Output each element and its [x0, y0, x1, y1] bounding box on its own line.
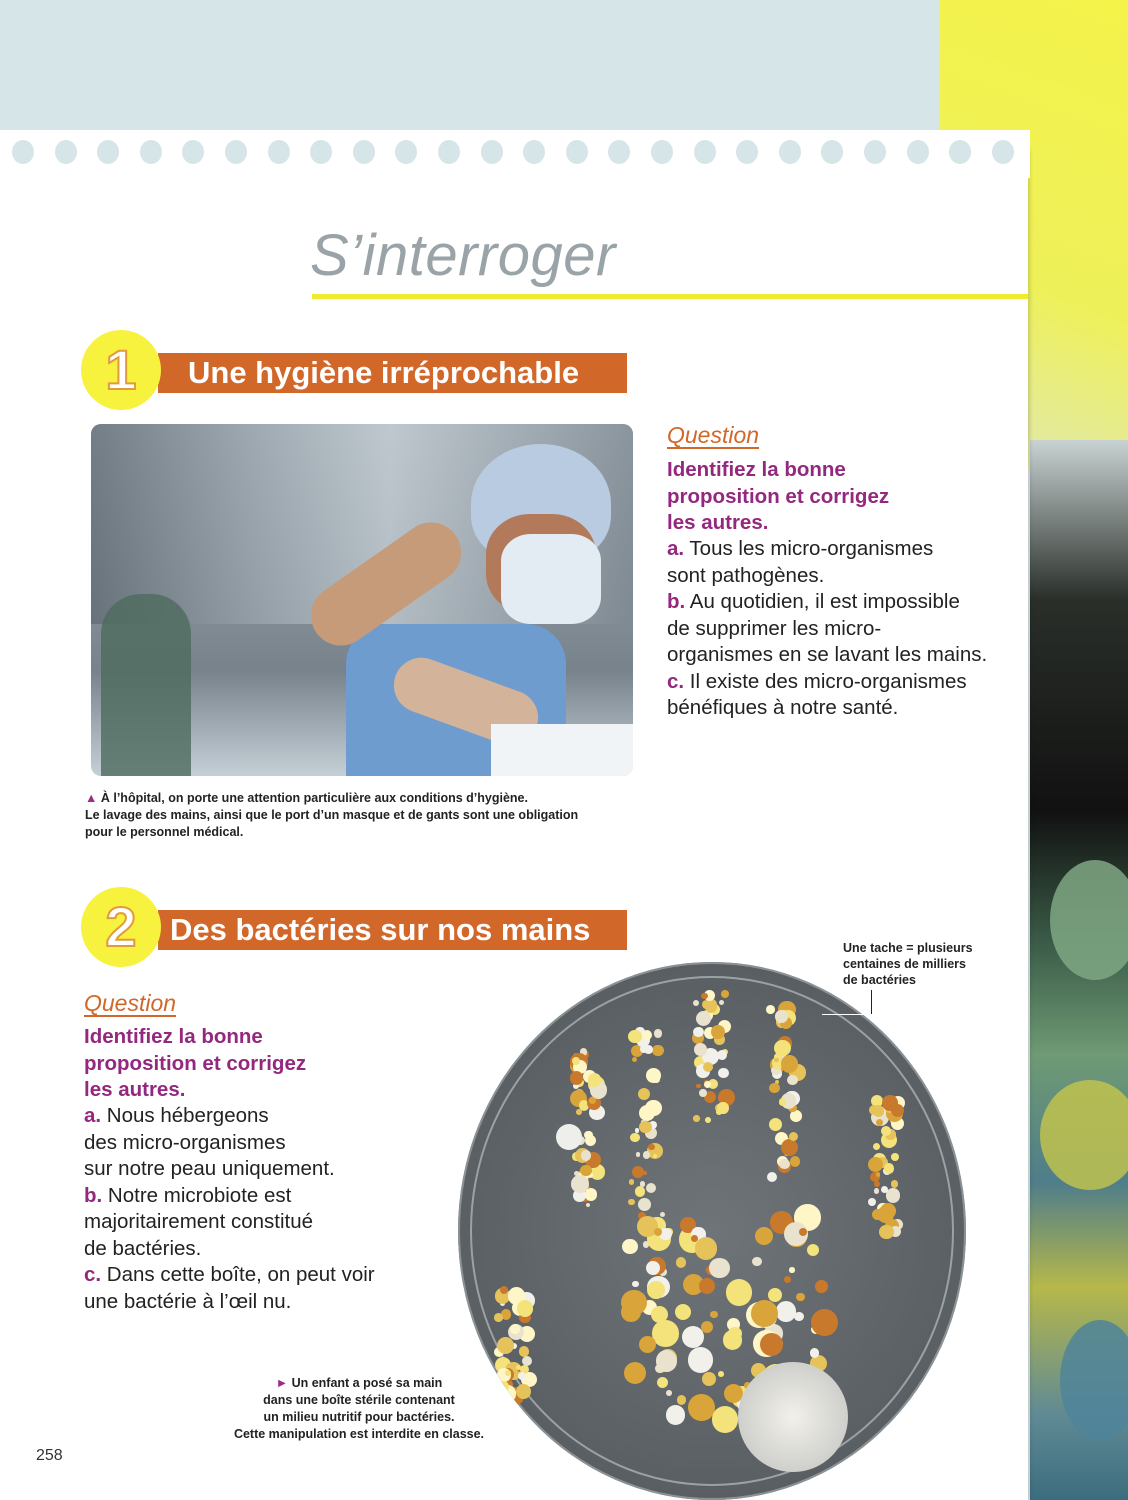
spiral-hole — [694, 140, 716, 164]
bacteria-colony — [718, 1068, 728, 1078]
bacteria-colony — [639, 1121, 652, 1134]
bacteria-colony — [891, 1153, 899, 1161]
bacteria-colony — [784, 1276, 791, 1283]
bacteria-colony — [696, 1084, 700, 1088]
bacteria-colony — [588, 1073, 601, 1086]
bacteria-colony — [494, 1313, 503, 1322]
bacteria-colony — [694, 1043, 707, 1056]
bacteria-colony — [717, 1102, 729, 1114]
bacteria-colony — [876, 1172, 880, 1176]
bacteria-colony — [655, 1364, 664, 1373]
bacteria-colony — [874, 1188, 880, 1194]
bacteria-colony — [789, 1267, 795, 1273]
spiral-holes — [0, 118, 1030, 178]
title-underline — [312, 294, 1028, 299]
bacteria-colony — [571, 1175, 589, 1193]
section2-question-label: Question — [84, 990, 177, 1016]
bacteria-colony — [693, 1115, 699, 1121]
bacteria-colony — [704, 1081, 711, 1088]
bacteria-colony — [810, 1348, 819, 1357]
bacteria-colony — [695, 1237, 718, 1260]
bacteria-colony — [589, 1097, 596, 1104]
bacteria-colony — [654, 1228, 662, 1236]
bacteria-colony — [721, 990, 729, 998]
single-bacteria-colony — [556, 1124, 582, 1150]
bacteria-colony — [699, 1089, 707, 1097]
list-item: c. Il existe des micro-organismes — [667, 669, 967, 693]
section2-number-badge — [81, 887, 161, 967]
bacteria-colony — [781, 1139, 798, 1156]
bacteria-colony — [682, 1326, 704, 1348]
bacteria-colony — [717, 1050, 727, 1060]
bacteria-colony — [781, 1055, 798, 1072]
bacteria-colony — [769, 1083, 779, 1093]
spiral-hole — [140, 140, 162, 164]
bacteria-colony — [775, 1010, 788, 1023]
spiral-hole — [481, 140, 503, 164]
bacteria-colony — [705, 1117, 711, 1123]
section2-question-items: a. Nous hébergeons des micro-organismes sur notre peau uniquement. b. Notre microbiote est majoritairement constitué de bactéries. c. Dans cette boîte, on peut voir une bactérie à l’œil nu. — [84, 1104, 375, 1313]
bacteria-colony — [876, 1119, 883, 1126]
bacteria-colony — [640, 1181, 645, 1186]
bacteria-colony — [653, 1154, 657, 1158]
bacteria-colony — [632, 1057, 637, 1062]
section1-question-items: a. Tous les micro-organismes sont pathogènes. b. Au quotidien, il est impossible de supprimer les micro- organismes en se lavant les mains. c. Il existe des micro-organismes bénéfiques à notre santé. — [667, 537, 988, 719]
section2-number: 2 — [105, 895, 137, 958]
section1-number-badge — [81, 330, 161, 410]
bacteria-colony — [640, 1045, 648, 1053]
list-item: b. Au quotidien, il est impossible — [667, 590, 960, 613]
spiral-hole — [864, 140, 886, 164]
bacteria-colony — [703, 1062, 713, 1072]
bacteria-colony — [776, 1301, 796, 1321]
caption-marker-icon: ▲ — [85, 791, 98, 805]
petri-dish-annotation: Une tache = plusieurs centaines de milliers de bactéries — [843, 941, 973, 987]
photo1-caption: ▲ À l’hôpital, on porte une attention particulière aux conditions d’hygiène. Le lavage des mains, ainsi que le port d’un masque et de gants sont une obligation pour le personnel médical. — [85, 791, 579, 839]
bacteria-colony — [646, 1261, 660, 1275]
section1-heading: Une hygiène irréprochable — [188, 355, 580, 390]
bacteria-colony — [701, 993, 708, 1000]
list-item: a. Tous les micro-organismes — [667, 537, 934, 560]
list-item: a. Nous hébergeons — [84, 1104, 269, 1127]
bacteria-colony — [636, 1152, 640, 1156]
bacteria-colony — [688, 1394, 715, 1421]
bacteria-colony — [696, 1011, 711, 1026]
bacteria-colony — [879, 1225, 893, 1239]
spiral-hole — [268, 140, 290, 164]
bacteria-colony — [882, 1095, 898, 1111]
spiral-hole — [651, 140, 673, 164]
bacteria-colony — [639, 1105, 655, 1121]
section1-question-intro: Identifiez la bonne proposition et corrigez les autres. — [667, 458, 890, 534]
bacteria-colony — [868, 1157, 883, 1172]
bacteria-colony — [639, 1336, 656, 1353]
page-title: S’interroger — [310, 223, 616, 288]
bacteria-colony — [718, 1371, 724, 1377]
list-item: c. Dans cette boîte, on peut voir — [84, 1263, 375, 1286]
background-microscope-image — [1030, 440, 1128, 1500]
bacteria-colony — [790, 1156, 800, 1166]
page-number: 258 — [36, 1447, 63, 1464]
spiral-hole — [779, 140, 801, 164]
section2-heading-bar — [158, 910, 627, 950]
bacteria-colony — [881, 1126, 891, 1136]
annotation-pointer-line — [822, 1014, 872, 1015]
bacteria-colony — [677, 1395, 686, 1404]
bacteria-colony — [517, 1300, 534, 1317]
bacteria-colony — [676, 1257, 687, 1268]
bacteria-colony — [766, 1005, 775, 1014]
bacteria-colony — [628, 1199, 634, 1205]
bacteria-colony — [632, 1281, 638, 1287]
spiral-hole — [566, 140, 588, 164]
bacteria-colony — [584, 1131, 593, 1140]
bacteria-colony — [654, 1029, 662, 1037]
spiral-hole — [225, 140, 247, 164]
bacteria-colony — [666, 1405, 685, 1424]
bacteria-colony — [796, 1293, 804, 1301]
section2-question-intro: Identifiez la bonne proposition et corrigez les autres. — [84, 1025, 307, 1101]
bacteria-colony — [621, 1290, 647, 1316]
spiral-hole — [12, 140, 34, 164]
bacteria-colony — [510, 1324, 520, 1334]
bacteria-colony — [647, 1281, 665, 1299]
list-item: b. Notre microbiote est — [84, 1183, 292, 1207]
bacteria-colony — [581, 1150, 592, 1161]
spiral-hole — [992, 140, 1014, 164]
bacteria-colony — [712, 1406, 738, 1432]
bacteria-colony — [728, 1327, 741, 1340]
bacteria-colony — [622, 1239, 638, 1255]
bacteria-colony — [630, 1133, 639, 1142]
bacteria-colony — [648, 1144, 654, 1150]
bacteria-colony — [807, 1244, 819, 1256]
bacteria-colony — [570, 1071, 583, 1084]
bacteria-colony — [666, 1390, 672, 1396]
section2-heading: Des bactéries sur nos mains — [170, 912, 591, 947]
photo2-caption: ► Un enfant a posé sa main dans une boîte stérile contenant un milieu nutritif pour bactéries. Cette manipulation est interdite en classe. — [233, 1376, 485, 1441]
bacteria-colony — [652, 1045, 663, 1056]
bacteria-colony — [774, 1040, 790, 1056]
bacteria-colony — [660, 1212, 665, 1217]
bacteria-colony — [779, 1098, 786, 1105]
bacteria-colony — [709, 1258, 730, 1279]
bacteria-colony — [752, 1257, 761, 1266]
bacteria-colony — [635, 1186, 646, 1197]
bacteria-colony — [751, 1300, 778, 1327]
section1-heading-bar — [158, 353, 627, 393]
bacteria-colony — [643, 1151, 650, 1158]
bacteria-colony — [576, 1109, 582, 1115]
bacteria-colony — [500, 1286, 508, 1294]
spiral-hole — [438, 140, 460, 164]
spiral-hole — [55, 140, 77, 164]
bacteria-colony — [652, 1076, 659, 1083]
spiral-hole — [353, 140, 375, 164]
bacteria-colony — [585, 1188, 597, 1200]
bacteria-colony — [628, 1030, 641, 1043]
bacteria-colony — [811, 1309, 838, 1336]
section1-number: 1 — [105, 338, 137, 401]
bacteria-colony — [779, 1159, 789, 1169]
large-bacteria-colony — [738, 1362, 848, 1472]
bacteria-colony — [518, 1372, 526, 1380]
bacteria-colony — [787, 1075, 797, 1085]
section1-question-label: Question — [667, 422, 760, 448]
petri-dish-handprint-photo — [458, 962, 966, 1500]
bacteria-colony — [652, 1320, 678, 1346]
spiral-hole — [907, 140, 929, 164]
bacteria-colony — [710, 1311, 718, 1319]
caption-marker-icon: ► — [275, 1376, 289, 1390]
bacteria-colony — [726, 1279, 753, 1306]
bacteria-colony — [719, 1000, 724, 1005]
bacteria-colony — [657, 1377, 668, 1388]
surgeon-washing-hands-photo — [91, 424, 633, 776]
annotation-pointer — [871, 990, 872, 1015]
